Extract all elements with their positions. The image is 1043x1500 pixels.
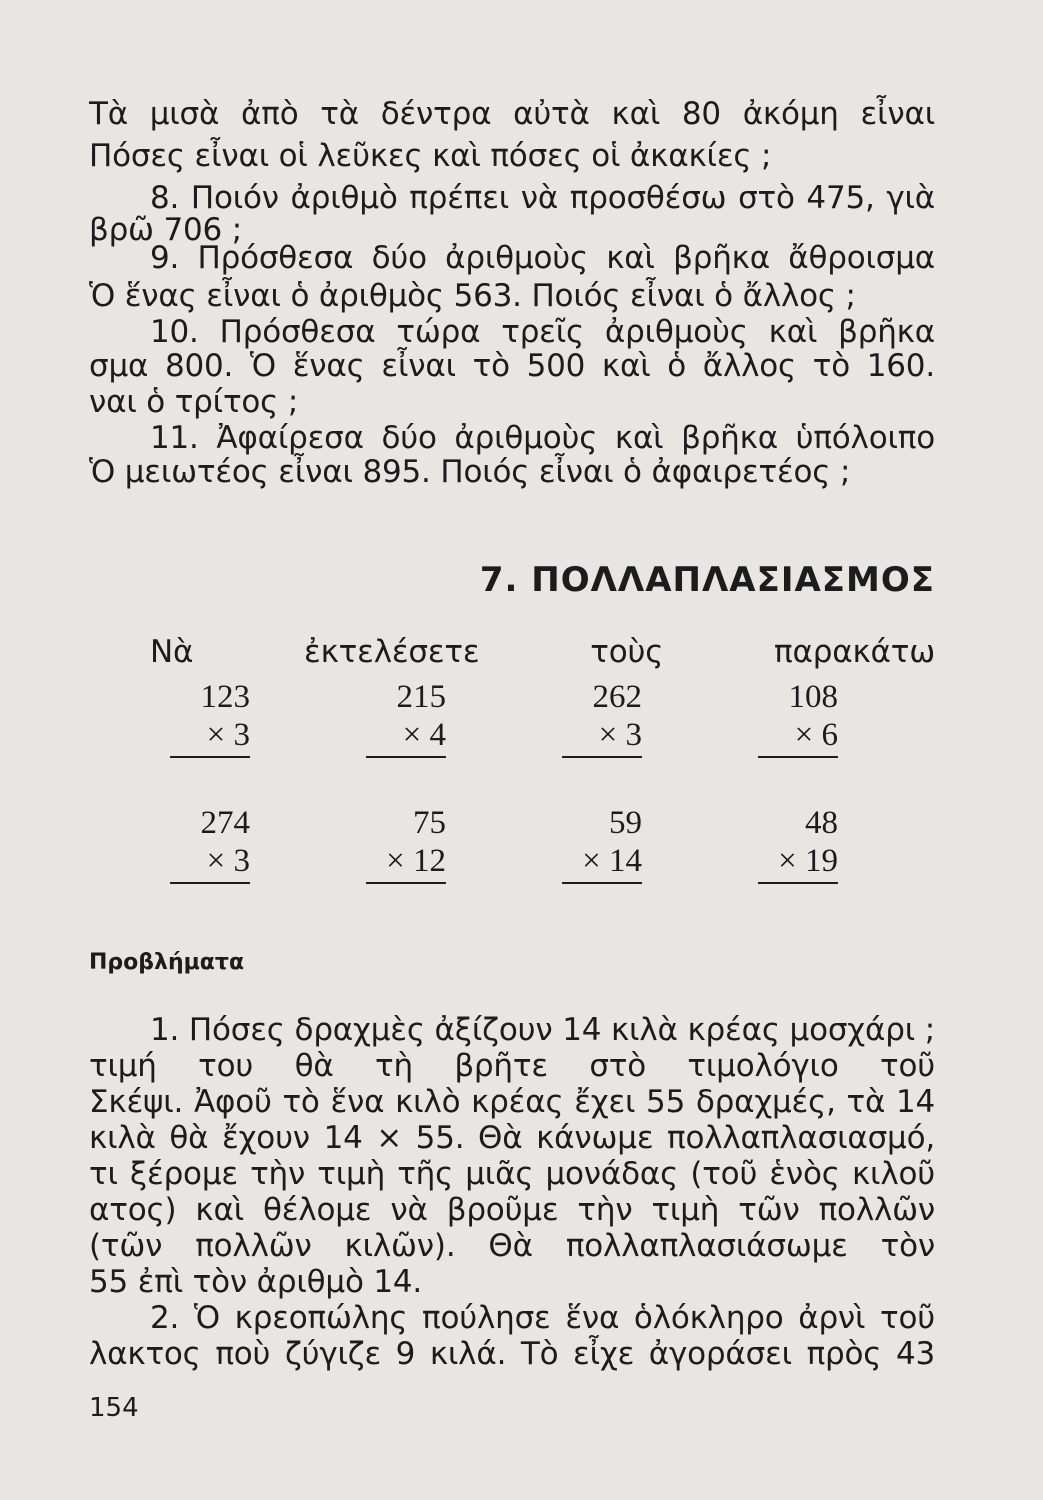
multiplication-problem — [758, 804, 838, 884]
text-line: Τὰ μισὰ ἀπὸ τὰ δέντρα αὐτὰ καὶ 80 ἀκόμη εἶναι — [89, 96, 935, 132]
text-line: σμα 800. Ὁ ἕνας εἶναι τὸ 500 καὶ ὁ ἄλλος τὸ 160. — [89, 348, 935, 384]
text-line: 10. Πρόσθεσα τώρα τρεῖς ἀριθμοὺς καὶ βρῆκα — [150, 314, 935, 350]
multiplier: × 3 — [170, 716, 250, 758]
text-line: (τῶν πολλῶν κιλῶν). Θὰ πολλαπλασιάσωμε τὸν — [89, 1228, 935, 1264]
problems-subheading: Προβλήματα — [89, 950, 245, 975]
multiplier: × 3 — [170, 842, 250, 884]
multiplication-problem — [170, 804, 250, 884]
page-number: 154 — [89, 1393, 139, 1423]
multiplicand: 262 — [592, 679, 642, 715]
text-line: ναι ὁ τρίτος ; — [89, 384, 299, 420]
text-line: 1. Πόσες δραχμὲς ἀξίζουν 14 κιλὰ κρέας μοσχάρι ; — [150, 1012, 935, 1048]
multiplication-problem — [758, 678, 838, 758]
multiplication-problem — [366, 678, 446, 758]
multiplicand: 274 — [200, 805, 250, 841]
multiplier: × 19 — [758, 842, 838, 884]
text-line: 11. Ἀφαίρεσα δύο ἀριθμοὺς καὶ βρῆκα ὑπόλοιπο — [150, 420, 935, 456]
text-line: τιμή του θὰ τὴ βρῆτε στὸ τιμολόγιο τοῦ — [89, 1048, 935, 1084]
multiplicand: 108 — [788, 679, 838, 715]
text-line: ατος) καὶ θέλομε νὰ βροῦμε τὴν τιμὴ τῶν πολλῶν — [89, 1192, 935, 1228]
text-line: βρῶ 706 ; — [89, 212, 242, 248]
text-line: Πόσες εἶναι οἱ λεῦκες καὶ πόσες οἱ ἀκακίες ; — [89, 138, 772, 174]
instruction-line: Νὰ ἐκτελέσετε τοὺς παρακάτω — [150, 634, 935, 670]
section-heading: 7. ΠΟΛΛΑΠΛΑΣΙΑΣΜΟΣ — [479, 560, 935, 600]
multiplier: × 6 — [758, 716, 838, 758]
text-line: Σκέψι. Ἀφοῦ τὸ ἕνα κιλὸ κρέας ἔχει 55 δραχμές, τὰ 14 — [89, 1084, 935, 1120]
multiplicand: 59 — [609, 805, 642, 841]
multiplicand: 215 — [396, 679, 446, 715]
text-line: 8. Ποιόν ἀριθμὸ πρέπει νὰ προσθέσω στὸ 475, γιὰ — [150, 180, 935, 216]
text-line: Ὁ μειωτέος εἶναι 895. Ποιός εἶναι ὁ ἀφαιρετέος ; — [89, 454, 851, 490]
multiplicand: 48 — [805, 805, 838, 841]
multiplicand: 123 — [200, 679, 250, 715]
multiplier: × 4 — [366, 716, 446, 758]
multiplication-problem — [562, 678, 642, 758]
multiplier: × 12 — [366, 842, 446, 884]
multiplication-problem — [562, 804, 642, 884]
text-line: 2. Ὁ κρεοπώλης πούλησε ἕνα ὁλόκληρο ἀρνὶ τοῦ — [150, 1300, 935, 1336]
text-line: τι ξέρομε τὴν τιμὴ τῆς μιᾶς μονάδας (τοῦ ἑνὸς κιλοῦ — [89, 1156, 935, 1192]
multiplier: × 14 — [562, 842, 642, 884]
multiplier: × 3 — [562, 716, 642, 758]
text-line: Ὁ ἕνας εἶναι ὁ ἀριθμὸς 563. Ποιός εἶναι ὁ ἄλλος ; — [89, 278, 856, 314]
text-line: 55 ἐπὶ τὸν ἀριθμὸ 14. — [89, 1264, 423, 1300]
text-line: κιλὰ θὰ ἔχουν 14 × 55. Θὰ κάνωμε πολλαπλασιασμό, — [89, 1120, 935, 1156]
multiplication-problem — [170, 678, 250, 758]
multiplicand: 75 — [413, 805, 446, 841]
text-line: 9. Πρόσθεσα δύο ἀριθμοὺς καὶ βρῆκα ἄθροισμα — [150, 240, 935, 276]
multiplication-problem — [366, 804, 446, 884]
text-line: λακτος ποὺ ζύγιζε 9 κιλά. Τὸ εἶχε ἀγοράσει πρὸς 43 — [89, 1336, 935, 1372]
